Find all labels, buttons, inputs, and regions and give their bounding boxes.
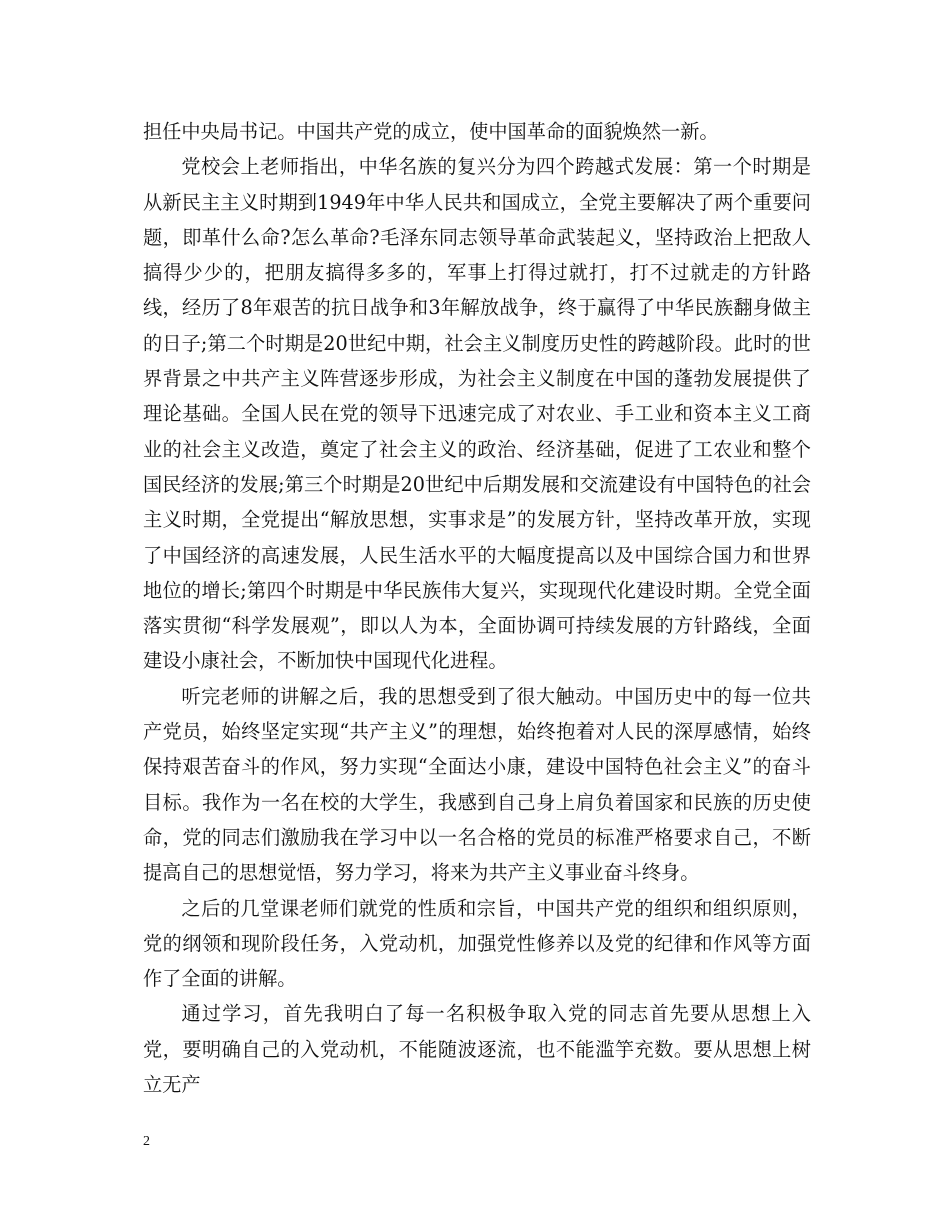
paragraph-2: 党校会上老师指出，中华名族的复兴分为四个跨越式发展：第一个时期是从新民主主义时期到1949年中华人民共和国成立，全党主要解决了两个重要问题，即革什么命?怎么革命?毛泽东同志领导革命武装起义，坚持政治上把敌人搞得少少的，把朋友搞得多多的，军事上打得过就打，打不过就走的方针路线，经历了8年艰苦的抗日战争和3年解放战争，终于赢得了中华民族翻身做主的日子;第二个时期是20世纪中期，社会主义制度历史性的跨越阶段。此时的世界背景之中共产主义阵营逐步形成，为社会主义制度在中国的蓬勃发展提供了理论基础。全国人民在党的领导下迅速完成了对农业、手工业和资本主义工商业的社会主义改造，奠定了社会主义的政治、经济基础，促进了工农业和整个国民经济的发展;第三个时期是20世纪中后期发展和交流建设有中国特色的社会主义时期，全党提出“解放思想，实事求是”的发展方针，坚持改革开放，实现了中国经济的高速发展，人民生活水平的大幅度提高以及中国综合国力和世界地位的增长;第四个时期是中华民族伟大复兴，实现现代化建设时期。全党全面落实贯彻“科学发展观”，即以人为本，全面协调可持续发展的方针路线，全面建设小康社会，不断加快中国现代化进程。 xyxy=(143,155,811,673)
document-body xyxy=(143,114,811,1102)
paragraph-5: 通过学习，首先我明白了每一名积极争取入党的同志首先要从思想上入党，要明确自己的入党动机，不能随波逐流，也不能滥竽充数。要从思想上树立无产 xyxy=(143,1002,811,1097)
paragraph-1: 担任中央局书记。中国共产党的成立，使中国革命的面貌焕然一新。 xyxy=(143,120,719,143)
paragraph-4: 之后的几堂课老师们就党的性质和宗旨，中国共产党的组织和组织原则，党的纲领和现阶段任务，入党动机，加强党性修养以及党的纪律和作风等方面作了全面的讲解。 xyxy=(143,896,811,991)
paragraph-3: 听完老师的讲解之后，我的思想受到了很大触动。中国历史中的每一位共产党员，始终坚定实现“共产主义”的理想，始终抱着对人民的深厚感情，始终保持艰苦奋斗的作风，努力实现“全面达小康，建设中国特色社会主义”的奋斗目标。我作为一名在校的大学生，我感到自己身上肩负着国家和民族的历史使命，党的同志们激励我在学习中以一名合格的党员的标准严格要求自己，不断提高自己的思想觉悟，努力学习，将来为共产主义事业奋斗终身。 xyxy=(143,684,811,885)
page-number: 2 xyxy=(143,1134,150,1149)
